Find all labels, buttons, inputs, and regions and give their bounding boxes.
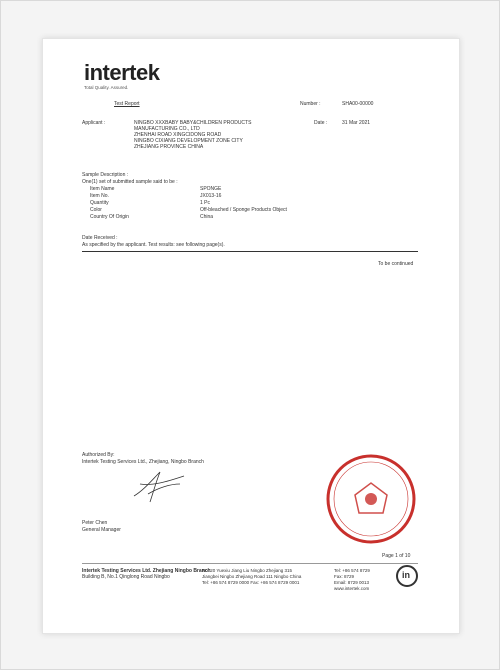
applicant-label: Applicant : (82, 120, 106, 126)
signature (130, 466, 190, 506)
field-value: Off-bleached / Sponge Products Object (200, 207, 287, 213)
authorized-org: Intertek Testing Services Ltd., Zhejiang, Ningbo Branch (82, 459, 204, 465)
field-label: Quantity (90, 200, 109, 206)
footer-contact: Tel: +86 574 8729 (334, 568, 370, 573)
footer-address: Jiangbei Ningbo Zhejiang Road 111 Ningbo China (202, 574, 302, 579)
footer-contact: www.intertek.com (334, 586, 370, 591)
field-value: SPONGE (200, 186, 222, 192)
report-title: Test Report (114, 101, 140, 107)
sample-intro: One(1) set of submitted sample said to be : (82, 179, 178, 185)
footer-contact: Email: 8729 0013 (334, 580, 370, 585)
footer-company: Intertek Testing Services Ltd. Zhejiang Ningbo Branch (82, 568, 211, 574)
footer-address: Tel: +86 574 8729 0000 Fax: +86 574 8729 0001 (202, 580, 300, 585)
footer-divider (82, 563, 418, 564)
page-indicator: Page 1 of 10 (382, 553, 411, 559)
date-value: 31 Mar 2021 (342, 120, 371, 126)
field-label: Item Name (90, 186, 115, 192)
footer-company-line2: Building B, No.1 Qinglong Road Ningbo (82, 574, 170, 580)
field-value: China (200, 214, 214, 220)
field-value: 1 Pc (200, 200, 211, 206)
received-text: As specified by the applicant. Test results: see following page(s). (82, 242, 225, 248)
applicant-line: NINGBO XXXBABY BABY&CHILDREN PRODUCTS (134, 120, 252, 126)
footer-address: No. 20 Yuexiu Jiang Liu Ningbo Zhejiang 315 (202, 568, 292, 573)
authorized-by: Authorized By: (82, 452, 115, 458)
signer-title: General Manager (82, 527, 121, 533)
applicant-line: ZHEJIANG PROVINCE CHINA (134, 144, 204, 150)
date-label: Date : (314, 120, 328, 126)
number-value: SHA00-00000 (342, 101, 374, 107)
intertek-logo: intertek (84, 60, 160, 85)
company-seal (325, 453, 417, 545)
applicant-line: MANUFACTURING CO., LTD (134, 126, 200, 132)
applicant-line: NINGBO CIXIANG DEVELOPMENT ZONE CITY (134, 138, 243, 144)
field-value: JX013-16 (200, 193, 222, 199)
divider (82, 251, 418, 252)
sample-heading: Sample Description : (82, 172, 129, 178)
field-label: Color (90, 207, 102, 213)
to-be-continued: To be continued (378, 261, 414, 267)
signer-name: Peter Chen (82, 520, 108, 526)
field-label: Country Of Origin (90, 214, 129, 220)
footer-contact: Fax: 8729 (334, 574, 355, 579)
in-logo-icon: in (396, 565, 418, 587)
tagline: Total Quality. Assured. (84, 85, 129, 90)
field-label: Item No. (90, 193, 109, 199)
number-label: Number : (300, 101, 321, 107)
applicant-line: ZHENHAI ROAD XINGCIDONG ROAD (134, 132, 222, 138)
report-sheet (42, 38, 460, 634)
received-heading: Date Received : (82, 235, 118, 241)
